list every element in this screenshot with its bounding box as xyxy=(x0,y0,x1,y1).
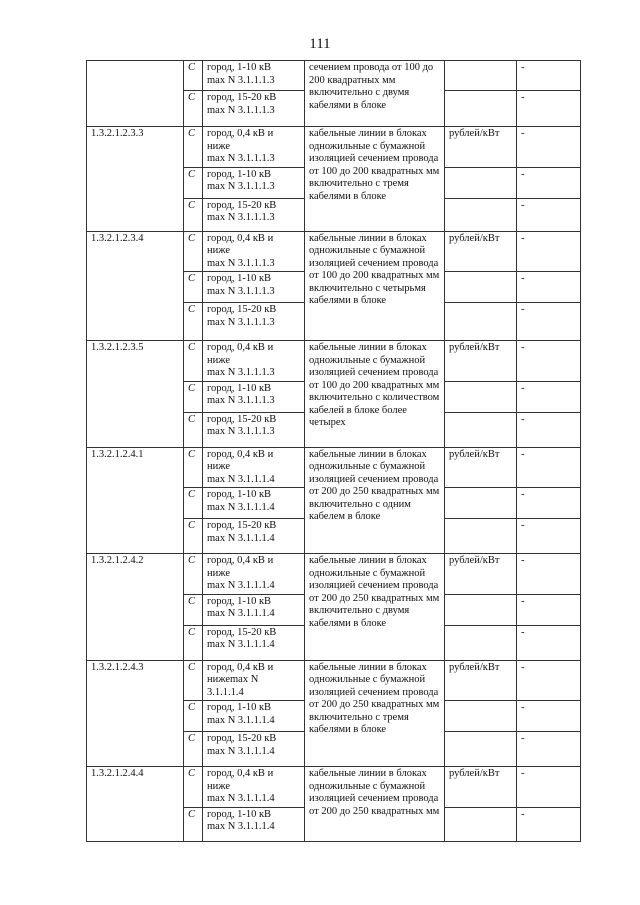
category-cell: С xyxy=(184,767,203,808)
description-cell: кабельные линии в блоках одножильные с бумажной изоляцией сечением провода от 200 до 250 квадратных мм включительно с двумя кабелями в блоке xyxy=(305,554,445,661)
voltage-tier-cell: город, 15-20 кВ max N 3.1.1.1.3 xyxy=(203,303,305,341)
table-row xyxy=(87,127,581,168)
table-row xyxy=(87,61,581,91)
category-cell: С xyxy=(184,303,203,341)
value-cell: - xyxy=(517,91,581,127)
unit-cell: рублей/кВт xyxy=(445,554,517,595)
unit-cell xyxy=(445,91,517,127)
category-cell: С xyxy=(184,272,203,303)
unit-cell xyxy=(445,625,517,660)
voltage-tier-cell: город, 15-20 кВ max N 3.1.1.1.3 xyxy=(203,412,305,447)
table-row xyxy=(87,447,581,488)
unit-cell xyxy=(445,272,517,303)
value-cell: - xyxy=(517,412,581,447)
value-cell: - xyxy=(517,767,581,808)
voltage-tier-cell: город, 0,4 кВ и ниже max N 3.1.1.1.3 xyxy=(203,341,305,382)
voltage-tier-cell: город, 1-10 кВ max N 3.1.1.1.3 xyxy=(203,381,305,412)
table-row xyxy=(87,554,581,595)
category-cell: С xyxy=(184,341,203,382)
item-code-cell xyxy=(87,61,184,127)
category-cell: С xyxy=(184,127,203,168)
value-cell: - xyxy=(517,519,581,554)
value-cell: - xyxy=(517,554,581,595)
category-cell: С xyxy=(184,198,203,231)
unit-cell: рублей/кВт xyxy=(445,127,517,168)
unit-cell xyxy=(445,198,517,231)
category-cell: С xyxy=(184,91,203,127)
category-cell: С xyxy=(184,625,203,660)
unit-cell: рублей/кВт xyxy=(445,231,517,272)
description-cell: кабельные линии в блоках одножильные с бумажной изоляцией сечением провода от 100 до 200 квадратных мм включительно с четырьмя кабелями в блоке xyxy=(305,231,445,341)
item-code-cell: 1.3.2.1.2.4.2 xyxy=(87,554,184,661)
value-cell: - xyxy=(517,660,581,701)
item-code-cell: 1.3.2.1.2.3.4 xyxy=(87,231,184,341)
table-row xyxy=(87,767,581,808)
unit-cell xyxy=(445,807,517,841)
value-cell: - xyxy=(517,807,581,841)
voltage-tier-cell: город, 15-20 кВ max N 3.1.1.1.4 xyxy=(203,519,305,554)
category-cell: С xyxy=(184,807,203,841)
item-code-cell: 1.3.2.1.2.4.3 xyxy=(87,660,184,767)
unit-cell xyxy=(445,303,517,341)
voltage-tier-cell: город, 0,4 кВ и ниже max N 3.1.1.1.4 xyxy=(203,554,305,595)
value-cell: - xyxy=(517,198,581,231)
voltage-tier-cell: город, 15-20 кВ max N 3.1.1.1.3 xyxy=(203,91,305,127)
unit-cell xyxy=(445,594,517,625)
description-cell: кабельные линии в блоках одножильные с бумажной изоляцией сечением провода от 100 до 200 квадратных мм включительно с тремя кабелями в блоке xyxy=(305,127,445,232)
category-cell: С xyxy=(184,554,203,595)
table-row xyxy=(87,231,581,272)
description-cell: кабельные линии в блоках одножильные с бумажной изоляцией сечением провода от 200 до 250 квадратных мм включительно с одним кабелем в блоке xyxy=(305,447,445,554)
category-cell: С xyxy=(184,732,203,767)
voltage-tier-cell: город, 0,4 кВ и ниже max N 3.1.1.1.4 xyxy=(203,447,305,488)
voltage-tier-cell: город, 0,4 кВ и ниже max N 3.1.1.1.4 xyxy=(203,767,305,808)
voltage-tier-cell: город, 15-20 кВ max N 3.1.1.1.3 xyxy=(203,198,305,231)
voltage-tier-cell: город, 0,4 кВ и ниже max N 3.1.1.1.3 xyxy=(203,231,305,272)
unit-cell xyxy=(445,381,517,412)
value-cell: - xyxy=(517,732,581,767)
unit-cell xyxy=(445,519,517,554)
table-row xyxy=(87,660,581,701)
voltage-tier-cell: город, 1-10 кВ max N 3.1.1.1.4 xyxy=(203,594,305,625)
value-cell: - xyxy=(517,594,581,625)
description-cell: сечением провода от 100 до 200 квадратных мм включительно с двумя кабелями в блоке xyxy=(305,61,445,127)
category-cell: С xyxy=(184,488,203,519)
item-code-cell: 1.3.2.1.2.4.1 xyxy=(87,447,184,554)
unit-cell xyxy=(445,701,517,732)
category-cell: С xyxy=(184,167,203,198)
unit-cell: рублей/кВт xyxy=(445,447,517,488)
voltage-tier-cell: город, 0,4 кВ и нижеmax N 3.1.1.1.4 xyxy=(203,660,305,701)
value-cell: - xyxy=(517,127,581,168)
description-cell: кабельные линии в блоках одножильные с бумажной изоляцией сечением провода от 100 до 200 квадратных мм включительно с количеством кабелей в блоке более четырех xyxy=(305,341,445,448)
category-cell: С xyxy=(184,61,203,91)
category-cell: С xyxy=(184,660,203,701)
voltage-tier-cell: город, 1-10 кВ max N 3.1.1.1.4 xyxy=(203,807,305,841)
category-cell: С xyxy=(184,381,203,412)
description-cell: кабельные линии в блоках одножильные с бумажной изоляцией сечением провода от 200 до 250 квадратных мм xyxy=(305,767,445,842)
item-code-cell: 1.3.2.1.2.3.3 xyxy=(87,127,184,232)
unit-cell xyxy=(445,732,517,767)
voltage-tier-cell: город, 0,4 кВ и ниже max N 3.1.1.1.3 xyxy=(203,127,305,168)
unit-cell: рублей/кВт xyxy=(445,341,517,382)
table-row xyxy=(87,341,581,382)
value-cell: - xyxy=(517,447,581,488)
value-cell: - xyxy=(517,61,581,91)
voltage-tier-cell: город, 1-10 кВ max N 3.1.1.1.3 xyxy=(203,167,305,198)
value-cell: - xyxy=(517,625,581,660)
voltage-tier-cell: город, 1-10 кВ max N 3.1.1.1.3 xyxy=(203,272,305,303)
unit-cell: рублей/кВт xyxy=(445,767,517,808)
voltage-tier-cell: город, 1-10 кВ max N 3.1.1.1.3 xyxy=(203,61,305,91)
category-cell: С xyxy=(184,594,203,625)
category-cell: С xyxy=(184,519,203,554)
voltage-tier-cell: город, 1-10 кВ max N 3.1.1.1.4 xyxy=(203,701,305,732)
value-cell: - xyxy=(517,701,581,732)
category-cell: С xyxy=(184,447,203,488)
unit-cell xyxy=(445,167,517,198)
value-cell: - xyxy=(517,303,581,341)
item-code-cell: 1.3.2.1.2.4.4 xyxy=(87,767,184,842)
category-cell: С xyxy=(184,412,203,447)
category-cell: С xyxy=(184,231,203,272)
voltage-tier-cell: город, 1-10 кВ max N 3.1.1.1.4 xyxy=(203,488,305,519)
unit-cell xyxy=(445,412,517,447)
page-number: 111 xyxy=(309,36,331,52)
voltage-tier-cell: город, 15-20 кВ max N 3.1.1.1.4 xyxy=(203,625,305,660)
value-cell: - xyxy=(517,167,581,198)
value-cell: - xyxy=(517,381,581,412)
tariff-table xyxy=(86,60,581,842)
tariff-table-body xyxy=(87,61,581,842)
unit-cell: рублей/кВт xyxy=(445,660,517,701)
value-cell: - xyxy=(517,272,581,303)
description-cell: кабельные линии в блоках одножильные с бумажной изоляцией сечением провода от 200 до 250 квадратных мм включительно с тремя кабелями в блоке xyxy=(305,660,445,767)
value-cell: - xyxy=(517,488,581,519)
category-cell: С xyxy=(184,701,203,732)
voltage-tier-cell: город, 15-20 кВ max N 3.1.1.1.4 xyxy=(203,732,305,767)
unit-cell xyxy=(445,61,517,91)
value-cell: - xyxy=(517,231,581,272)
value-cell: - xyxy=(517,341,581,382)
item-code-cell: 1.3.2.1.2.3.5 xyxy=(87,341,184,448)
unit-cell xyxy=(445,488,517,519)
